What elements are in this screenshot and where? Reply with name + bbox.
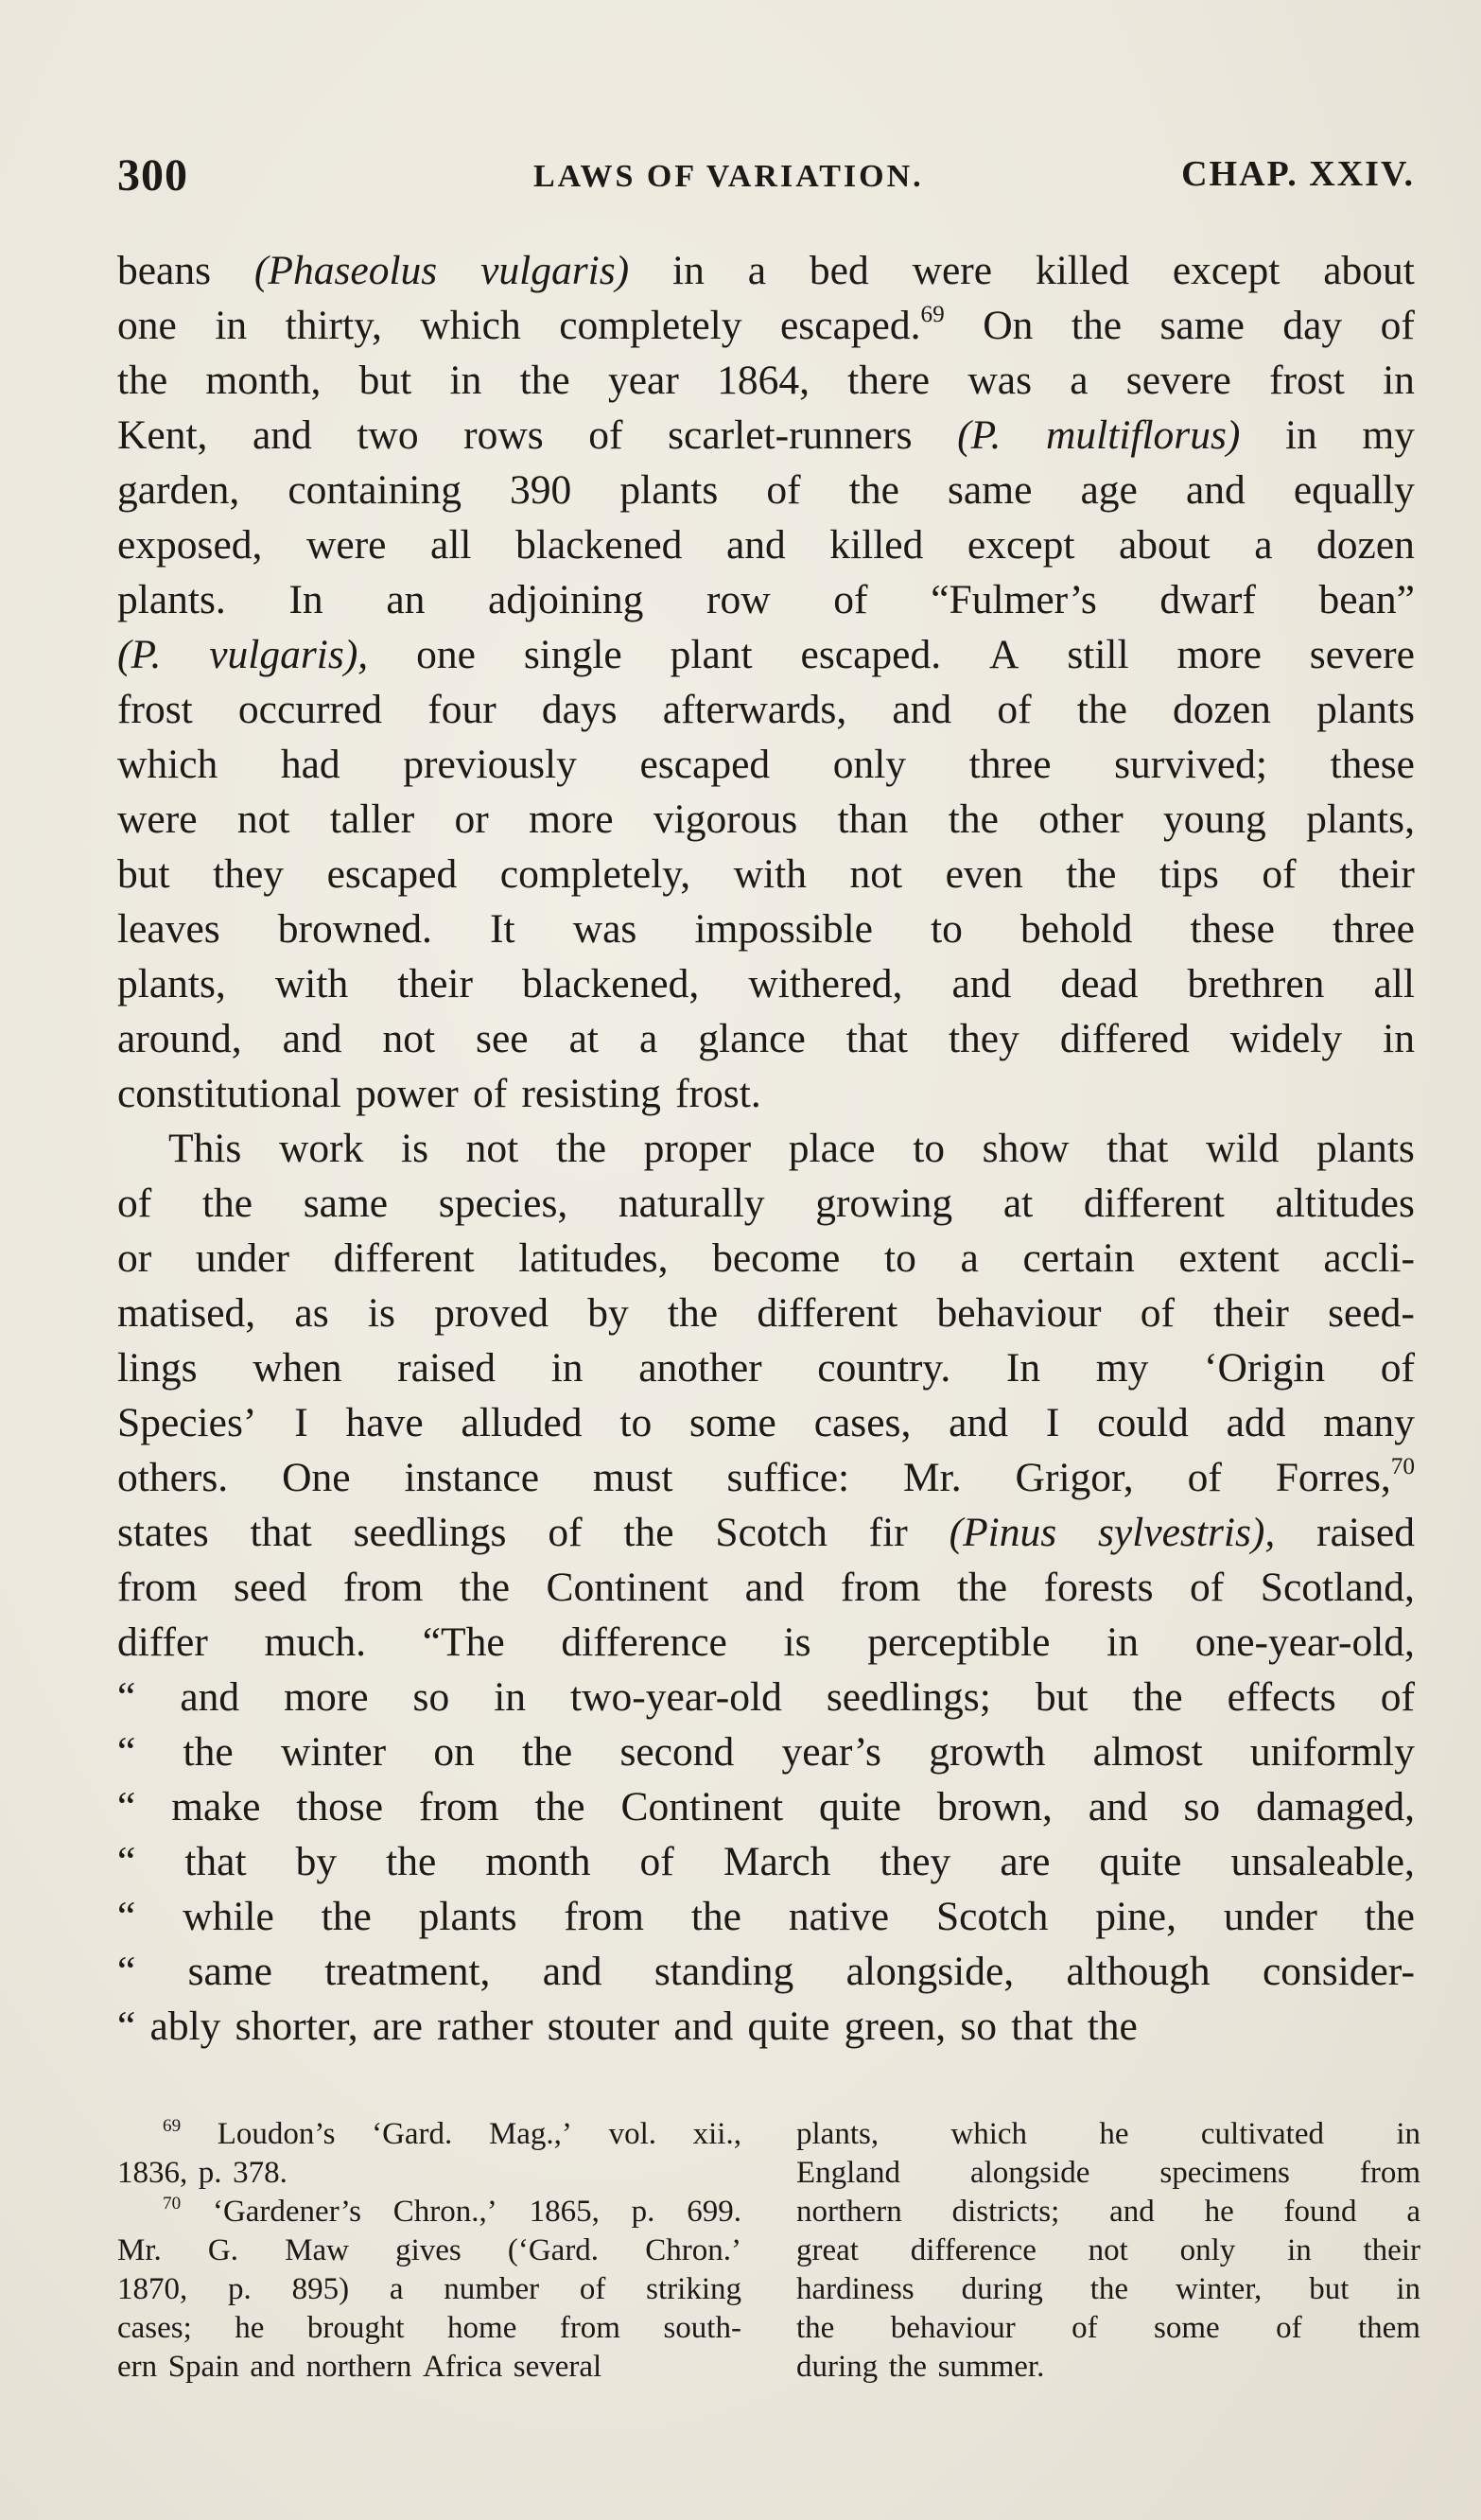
text-line: (P. vulgaris), one single plant escaped. A still more severe: [117, 632, 1415, 677]
text-line: Species’ I have alluded to some cases, and I could add many: [117, 1400, 1415, 1445]
footnote-line: $^{70}$ ‘Gardener’s Chron.,’ 1865, p. 699.: [163, 2193, 741, 2229]
text-line: “ same treatment, and standing alongside, although consider-: [117, 1949, 1415, 1994]
footnote-line: ern Spain and northern Africa several: [117, 2350, 602, 2384]
text-line: garden, containing 390 plants of the same age and equally: [117, 467, 1415, 513]
text-line: constitutional power of resisting frost.: [117, 1071, 761, 1116]
footnotes: [117, 2115, 1420, 2387]
text-line: lings when raised in another country. In my ‘Origin of: [117, 1345, 1415, 1391]
text-line: “ while the plants from the native Scotch pine, under the: [117, 1894, 1415, 1939]
text-line: “ that by the month of March they are quite unsaleable,: [117, 1839, 1415, 1884]
text-line: but they escaped completely, with not even the tips of their: [117, 851, 1415, 897]
footnote-line: cases; he brought home from south-: [117, 2311, 741, 2345]
footnote-line: the behaviour of some of them: [796, 2311, 1420, 2345]
text-line: one in thirty, which completely escaped.$^{69}$ On the same day of: [117, 302, 1415, 348]
page-number: 300: [117, 150, 188, 201]
text-line: others. One instance must suffice: Mr. Grigor, of Forres,$^{70}$: [117, 1454, 1415, 1500]
text-line: of the same species, naturally growing at different altitudes: [117, 1181, 1415, 1226]
text-line: “ make those from the Continent quite brown, and so damaged,: [117, 1784, 1415, 1829]
footnote-line: England alongside specimens from: [796, 2156, 1420, 2190]
text-line: beans (Phaseolus vulgaris) in a bed were killed except about: [117, 248, 1415, 293]
text-line: Kent, and two rows of scarlet-runners (P. multiflorus) in my: [117, 412, 1415, 458]
footnote-line: great difference not only in their: [796, 2233, 1420, 2267]
footnote-line: $^{69}$ Loudon’s ‘Gard. Mag.,’ vol. xii.,: [163, 2115, 741, 2151]
footnote-line: hardiness during the winter, but in: [796, 2272, 1420, 2306]
page-header: [117, 149, 1415, 216]
footnote-line: northern districts; and he found a: [796, 2195, 1420, 2229]
text-line: or under different latitudes, become to a certain extent accli-: [117, 1235, 1415, 1281]
footnote-line: 1870, p. 895) a number of striking: [117, 2272, 741, 2306]
footnotes-right-column: [796, 2115, 1420, 2387]
text-line: which had previously escaped only three survived; these: [117, 742, 1415, 787]
text-line: from seed from the Continent and from the forests of Scotland,: [117, 1565, 1415, 1610]
text-line: matised, as is proved by the different behaviour of their seed-: [117, 1290, 1415, 1336]
footnote-line: Mr. G. Maw gives (‘Gard. Chron.’: [117, 2233, 741, 2267]
text-line: states that seedlings of the Scotch fir (Pinus sylvestris), raised: [117, 1510, 1415, 1555]
text-line: plants, with their blackened, withered, and dead brethren all: [117, 961, 1415, 1006]
text-line: exposed, were all blackened and killed except about a dozen: [117, 522, 1415, 568]
text-line: the month, but in the year 1864, there was a severe frost in: [117, 358, 1415, 403]
text-line: “ the winter on the second year’s growth almost uniformly: [117, 1729, 1415, 1775]
text-line: frost occurred four days afterwards, and of the dozen plants: [117, 687, 1415, 732]
text-line: leaves browned. It was impossible to behold these three: [117, 906, 1415, 952]
chapter-label: CHAP. XXIV.: [1181, 154, 1415, 194]
body-text: [117, 243, 1415, 2054]
text-line: around, and not see at a glance that they differed widely in: [117, 1016, 1415, 1061]
text-line: plants. In an adjoining row of “Fulmer’s dwarf bean”: [117, 577, 1415, 622]
text-line: were not taller or more vigorous than the other young plants,: [117, 796, 1415, 842]
text-line: differ much. “The difference is perceptible in one-year-old,: [117, 1619, 1415, 1665]
text-line: “ and more so in two-year-old seedlings; but the effects of: [117, 1674, 1415, 1720]
footnotes-left-column: [117, 2115, 741, 2387]
text-line: This work is not the proper place to show that wild plants: [168, 1126, 1415, 1171]
running-title: LAWS OF VARIATION.: [533, 159, 924, 194]
footnote-line: 1836, p. 378.: [117, 2156, 287, 2190]
text-line: “ ably shorter, are rather stouter and quite green, so that the: [117, 2004, 1138, 2049]
footnote-line: during the summer.: [796, 2350, 1045, 2384]
footnote-line: plants, which he cultivated in: [796, 2117, 1420, 2151]
